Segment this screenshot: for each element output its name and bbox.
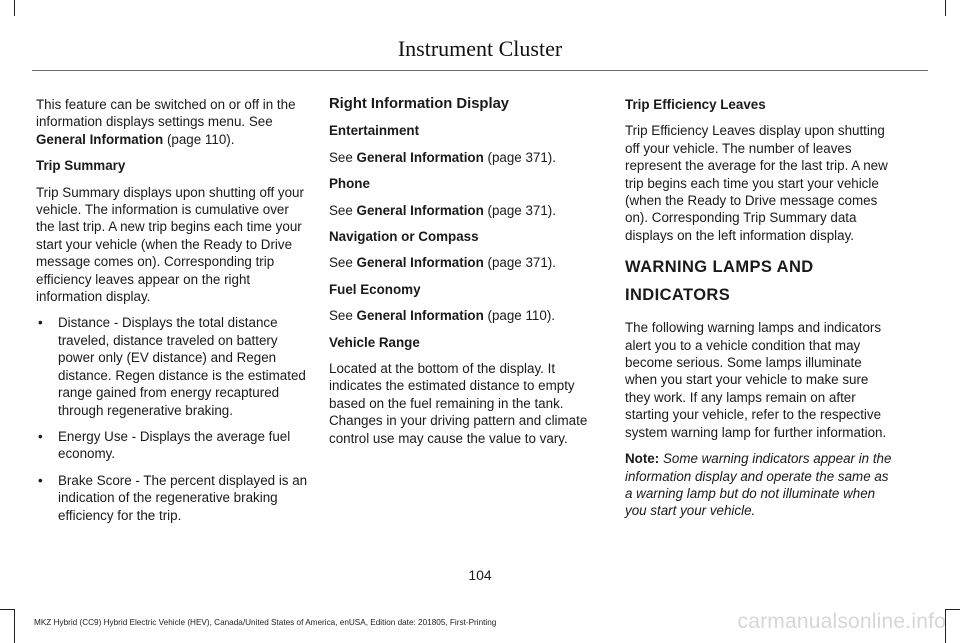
navigation-heading: Navigation or Compass	[329, 229, 479, 245]
trip-summary-text: Trip Summary displays upon shutting off your vehicle. The information is cumulative over the last trip. A new trip begins each time your start your vehicle (when the Ready to Drive message comes on). Corresponding trip efficiency leaves appear on the right information display.	[36, 184, 304, 305]
general-information-link[interactable]: General Information	[356, 308, 484, 324]
trip-summary-list	[36, 314, 308, 523]
navigation-reference	[329, 254, 601, 271]
header-divider	[32, 70, 928, 71]
crop-mark	[14, 610, 15, 643]
warning-lamps-text: The following warning lamps and indicators alert you to a vehicle condition that may become serious. Some lamps illuminate when you start your vehicle to make sure they work. If any lamps remain on after starting your vehicle, refer to the respective system warning lamp for further information.	[625, 320, 887, 440]
general-information-link[interactable]: General Information	[356, 149, 484, 165]
list-item: • Brake Score - The percent displayed is an indication of the regenerative braking efficiency for the trip.	[36, 472, 308, 524]
edition-footer: MKZ Hybrid (CC9) Hybrid Electric Vehicle (HEV), Canada/United States of America, enUSA, Edition date: 201805, First-Printing	[34, 618, 497, 627]
see-text: See	[329, 255, 357, 271]
crop-mark	[0, 609, 15, 610]
trip-efficiency-heading: Trip Efficiency Leaves	[625, 97, 766, 112]
note-paragraph	[625, 450, 897, 520]
left-column	[36, 96, 308, 533]
general-information-link[interactable]: General Information	[356, 255, 484, 271]
page-reference: (page 110).	[483, 308, 555, 324]
note-label: Note:	[625, 451, 660, 467]
see-text: See	[329, 149, 357, 165]
right-column	[625, 96, 897, 529]
fuel-economy-heading: Fuel Economy	[329, 281, 421, 297]
warning-lamps-heading	[625, 253, 897, 309]
vehicle-range-heading: Vehicle Range	[329, 334, 420, 350]
trip-summary-heading: Trip Summary	[36, 158, 126, 174]
warning-heading-line: INDICATORS	[625, 286, 731, 305]
middle-column	[329, 96, 601, 456]
entertainment-reference	[329, 149, 601, 166]
watermark: carmanualsonline.info	[737, 610, 946, 633]
page-reference: (page 371).	[483, 202, 556, 218]
see-text: See	[329, 308, 357, 324]
vehicle-range-text: Located at the bottom of the display. It indicates the estimated distance to empty based on the fuel remaining in the tank. Changes in your driving pattern and climate control use may cause the value to vary.	[329, 361, 588, 446]
list-item: • Distance - Displays the total distance traveled, distance traveled on battery power only (EV distance) and Regen distance. Regen distance is the estimated range gained from energy recaptured through regenerative braking.	[36, 314, 308, 418]
page-reference: (page 110).	[163, 131, 235, 147]
see-text: See	[329, 202, 357, 218]
crop-mark	[14, 0, 15, 16]
page-number: 104	[468, 567, 492, 583]
page-reference: (page 371).	[483, 255, 556, 271]
intro-text: This feature can be switched on or off in the information displays settings menu. See	[36, 97, 296, 130]
list-item: • Energy Use - Displays the average fuel economy.	[36, 428, 308, 463]
crop-mark	[945, 609, 960, 610]
fuel-economy-reference	[329, 307, 601, 324]
page-reference: (page 371).	[483, 149, 556, 165]
intro-paragraph	[36, 96, 308, 148]
right-information-display-heading: Right Information Display	[329, 96, 510, 112]
trip-efficiency-text: Trip Efficiency Leaves display upon shutting off your vehicle. The number of leaves represent the average for the last trip. A new trip begins each time you start your vehicle (when the Ready to Drive message comes on). Corresponding Trip Summary data displays on the left information display.	[625, 123, 888, 243]
general-information-link[interactable]: General Information	[36, 131, 164, 147]
page-title: Instrument Cluster	[397, 36, 563, 61]
general-information-link[interactable]: General Information	[356, 202, 484, 218]
note-text: Some warning indicators appear in the information display and operate the same as a warning lamp but do not illuminate when you start your vehicle.	[625, 451, 892, 519]
phone-reference	[329, 202, 601, 219]
warning-heading-line: WARNING LAMPS AND	[625, 258, 814, 277]
crop-mark	[945, 0, 946, 16]
phone-heading: Phone	[329, 176, 370, 192]
entertainment-heading: Entertainment	[329, 123, 420, 139]
